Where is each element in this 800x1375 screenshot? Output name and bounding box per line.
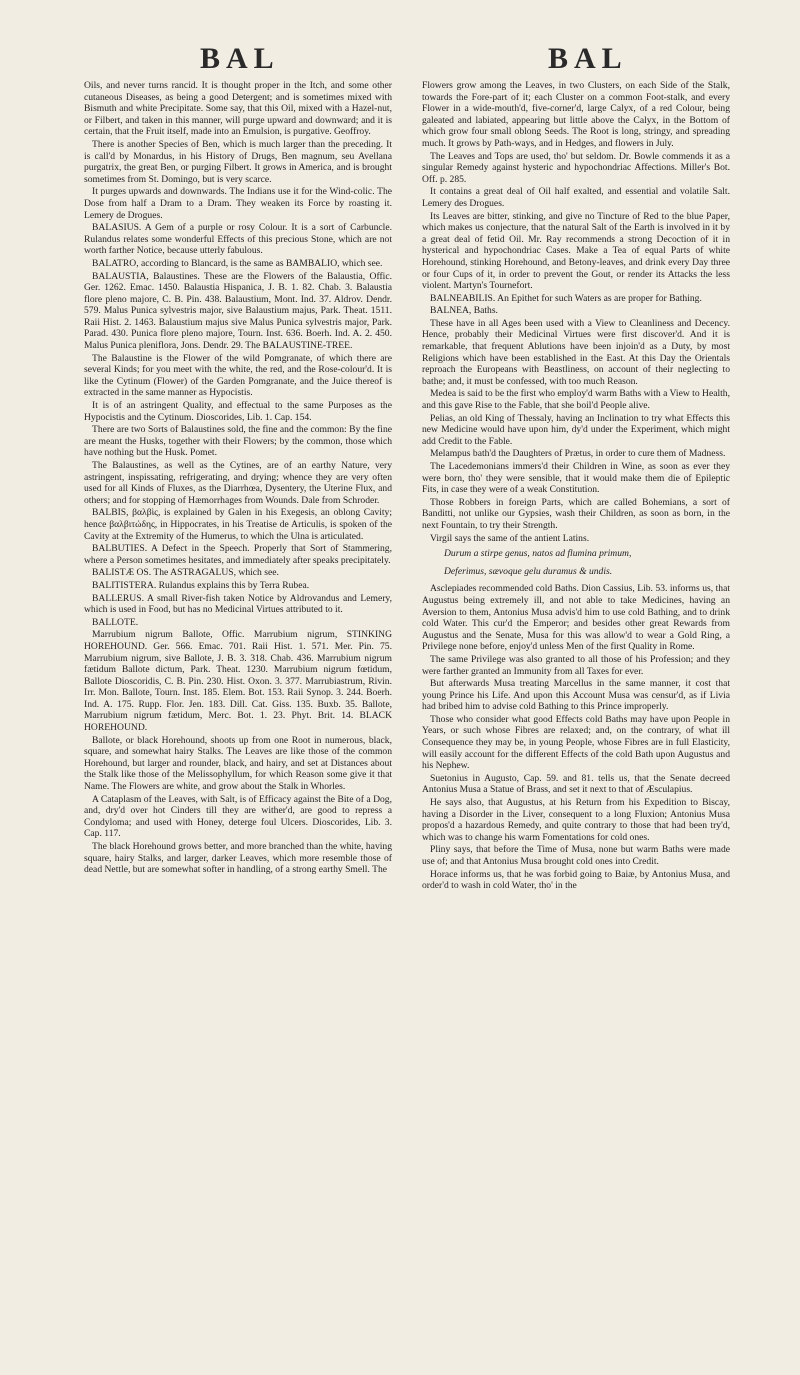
paragraph: Medea is said to be the first who employ'd warm Baths with a View to Health, and this gave Rise to the Fable, that she boil'd People alive. <box>422 388 730 412</box>
paragraph: The Leaves and Tops are used, tho' but seldom. Dr. Bowle commends it as a singular Remedy against hysteric and hypochondriac Affections. Miller's Bot. Off. p. 285. <box>422 150 730 185</box>
paragraph: It contains a great deal of Oil half exalted, and essential and volatile Salt. Lemery des Drogues. <box>422 186 730 209</box>
paragraph: BALBIS, βαλβὶς, is explained by Galen in his Exegesis, an oblong Cavity; hence βαλβιτώδης, in Hippocrates, in his Treatise de Articulis, is spoken of the Cavity at the Extremity of the Humerus, to which the Ulna is articulated. <box>84 507 392 542</box>
paragraph: Those who consider what good Effects cold Baths may have upon People in Years, or such whose Fibres are relaxed; and, on the contrary, of what ill Consequence they may be, in young People, whose Fibres are in full Elasticity, will easily account for the different Effects of the cold Bath upon Augustus and his Nephew. <box>422 713 730 772</box>
paragraph: BALAUSTIA, Balaustines. These are the Flowers of the Balaustia, Offic. Ger. 1262. Emac. 1450. Balaustia Hispanica, J. B. 1. 82. Chab. 3. Balaustia flore pleno majore, C. B. Pin. 438. Balaustium, Mont. Ind. 37. Aldrov. Dendr. 579. Malus Punica sylvestris major, sive Balaustium majus, Park. Theat. 1511. Raii Hist. 2. 1463. Balaustium majus sive Malus Punica sylvestris major, Park. Parad. 430. Punica flore pleno majore, Tourn. Inst. 636. Boerh. Ind. A. 2. 450. Malus Punica pleniflora, Jons. Dendr. 29. The BALAUSTINE-TREE. <box>84 270 392 352</box>
paragraph: Virgil says the same of the antient Latins. <box>430 532 590 544</box>
paragraph: Its Leaves are bitter, stinking, and give no Tincture of Red to the blue Paper, which makes us conjecture, that the natural Salt of the Earth is involved in it by a great deal of fetid Oil. Mr. Ray recommends a strong Decoction of it in hysterical and hypochondriac Cases. Make a Tea of equal Parts of white Horehound, stinking Horehound, and Betony-leaves, and drink every Day three or four Cups of it, in order to prevent the Gout, or render its Attacks the less violent. Martyn's Tournefort. <box>422 210 730 292</box>
paragraph: BALITISTERA. Rulandus explains this by Terra Rubea. <box>92 579 310 591</box>
paragraph: Ballote, or black Horehound, shoots up from one Root in numerous, black, square, and somewhat hairy Stalks. The Leaves are like those of the common Horehound, but larger and rounder, black, and hairy, and set at Distances about the Stalk like those of the Melissophyllum, for which Reason some give it that Name. The Flowers are white, and grow about the Stalk in Whorles. <box>84 734 392 793</box>
paragraph: Horace informs us, that he was forbid going to Baiæ, by Antonius Musa, and order'd to wash in cold Water, tho' in the <box>422 868 730 892</box>
running-head-right: BAL <box>548 42 628 75</box>
paragraph: A Cataplasm of the Leaves, with Salt, is of Efficacy against the Bite of a Dog, and, dry'd over hot Cinders till they are wither'd, are good to repress a Condyloma; and used with Honey, deterge foul Ulcers. Dioscorides, Lib. 3. Cap. 117. <box>84 793 392 840</box>
paragraph: The black Horehound grows better, and more branched than the white, having square, hairy Stalks, and larger, darker Leaves, which more resemble those of dead Nettle, but are somewhat softer in handling, of a strong earthy Smell. The <box>84 841 392 876</box>
paragraph: Melampus bath'd the Daughters of Prætus, in order to cure them of Madness. <box>430 448 726 460</box>
left-column <box>84 80 392 1370</box>
paragraph: Those Robbers in foreign Parts, which are called Bohemians, a sort of Banditti, not unlike our Gypsies, wash their Children, as soon as born, in the next Fountain, to try their Strength. <box>422 496 730 531</box>
verse-line: Durum a stirpe genus, natos ad flumina primum, <box>444 548 632 560</box>
paragraph: Pelias, an old King of Thessaly, having an Inclination to try what Effects this new Medicine would have upon him, dy'd under the Experiment, which might add Credit to the Fable. <box>422 412 730 447</box>
paragraph: Flowers grow among the Leaves, in two Clusters, on each Side of the Stalk, towards the Fore-part of it; each Cluster on a common Foot-stalk, and every Flower in a wide-mouth'd, five-corner'd, large Calyx, of a red Colour, being galeated and labiated, appearing but little above the Calyx, in the Bottom of which grow four small oblong Seeds. The Root is long, stringy, and spreading much. It grows by Path-ways, and in Hedges, and flowers in July. <box>422 80 730 149</box>
paragraph: BALNEA, Baths. <box>430 305 498 317</box>
paragraph: It purges upwards and downwards. The Indians use it for the Wind-colic. The Dose from half a Dram to a Dram. They weaken its Force by roasting it. Lemery de Drogues. <box>84 186 392 221</box>
paragraph: BALATRO, according to Blancard, is the same as BAMBALIO, which see. <box>92 257 383 269</box>
paragraph: The Balaustine is the Flower of the wild Pomgranate, of which there are several Kinds; for you meet with the white, the red, and the Rose-colour'd. It is like the Cytinum (Flower) of the Garden Pomgranate, and the Juice thereof is extracted in the same manner as Hypocistis. <box>84 352 392 399</box>
paragraph: BALBUTIES. A Defect in the Speech. Properly that Sort of Stammering, where a Person sometimes hesitates, and immediately after speaks precipitately. <box>84 543 392 566</box>
paragraph: Oils, and never turns rancid. It is thought proper in the Itch, and some other cutaneous Diseases, as being a good Detergent; and is sometimes mixed with Bismuth and white Precipitate. Some say, that this Oil, mixed with a Hazel-nut, or Filbert, and taken in this manner, will purge upward and downward; and it is certain, that the Fruit itself, made into an Emulsion, is purgative. Geoffroy. <box>84 80 392 138</box>
paragraph: Suetonius in Augusto, Cap. 59. and 81. tells us, that the Senate decreed Antonius Musa a Statue of Brass, and set it next to that of Æsculapius. <box>422 772 730 796</box>
verse-line: Deferimus, sævoque gelu duramus & undis. <box>444 565 613 577</box>
paragraph: BALLERUS. A small River-fish taken Notice by Aldrovandus and Lemery, which is used in Food, but has no Medicinal Virtues attributed to it. <box>84 592 392 616</box>
paragraph: These have in all Ages been used with a View to Cleanliness and Decency. Hence, probably their Medicinal Virtues were first discover'd. And it is remarkable, that frequent Ablutions have been injoin'd as a Duty, by most Religions which have been established in the East. At this Day the Orientals reproach the Europeans with Beastliness, on account of their neglecting to bathe; and, it must be confessed, with too much Reason. <box>422 317 730 387</box>
paragraph: There is another Species of Ben, which is much larger than the preceding. It is call'd by Monardus, in his History of Drugs, Ben magnum, seu Avellana purgatrix, the great Ben, or purging Filbert. It grows in America, and is brought sometimes from St. Domingo, but is very scarce. <box>84 138 392 185</box>
paragraph: But afterwards Musa treating Marcellus in the same manner, it cost that young Prince his Life. And upon this Account Musa was censur'd, as if Livia had bribed him to advise cold Bathing to this Prince improperly. <box>422 678 730 713</box>
paragraph: The same Privilege was also granted to all those of his Profession; and they were farther granted an Immunity from all Taxes for ever. <box>422 653 730 677</box>
paragraph: Pliny says, that before the Time of Musa, none but warm Baths were made use of; and that Antonius Musa brought cold ones into Credit. <box>422 844 730 867</box>
running-head-left: BAL <box>200 42 280 75</box>
paragraph: BALASIUS. A Gem of a purple or rosy Colour. It is a sort of Carbuncle. Rulandus relates some wonderful Effects of this precious Stone, which are not worth farther Notice, because utterly fabulous. <box>84 222 392 257</box>
right-column <box>422 80 730 1370</box>
paragraph: It is of an astringent Quality, and effectual to the same Purposes as the Hypocistis and the Cytinum. Dioscorides, Lib. 1. Cap. 154. <box>84 400 392 423</box>
paragraph: He says also, that Augustus, at his Return from his Expedition to Biscay, having a Disorder in the Liver, consequent to a long Fluxion; Antonius Musa propos'd a hazardous Remedy, and quite contrary to those that had been try'd, which was to change his warm Fomentations for cold ones. <box>422 797 730 843</box>
paragraph: Marrubium nigrum Ballote, Offic. Marrubium nigrum, STINKING HOREHOUND. Ger. 566. Emac. 701. Raii Hist. 1. 571. Mer. Pin. 75. Marrubium nigrum, sive Ballote, J. B. 3. 318. Chab. 436. Marrubium nigrum fætidum Ballote dictum, Park. Theat. 1230. Marrubium nigrum fœtidum, Ballote Dioscoridis, C. B. Pin. 230. Hist. Oxon. 3. 377. Marrubiastrum, Rivin. Irr. Mon. Ballote, Tourn. Inst. 185. Elem. Bot. 153. Raii Synop. 3. 244. Boerh. Ind. A. 175. Rupp. Flor. Jen. 183. Dill. Cat. Giss. 135. Buxb. 35. Ballote, Marrubium nigrum fætidum, Merc. Bot. 1. 23. Phyt. Brit. 14. BLACK HOREHOUND. <box>84 629 392 734</box>
paragraph: The Balaustines, as well as the Cytines, are of an earthy Nature, very astringent, inspissating, refrigerating, and drying; whence they are very often used for all Kinds of Fluxes, as the Diarrhœa, Dysentery, the Uterine Flux, and others; and for stopping of Hæmorrhages from Wounds. Dale from Schroder. <box>84 460 392 506</box>
paragraph: Asclepiades recommended cold Baths. Dion Cassius, Lib. 53. informs us, that Augustus being extremely ill, and not able to take Medicines, having an Aversion to them, Antonius Musa advis'd him to use cold Bathing, and to drink cold Water. This cur'd the Emperor; and besides other great Rewards from Augustus and the Senate, Musa for this was allow'd to wear a Gold Ring, a Privilege none before, enjoy'd unless Men of the first Quality in Rome. <box>422 583 730 653</box>
paragraph: There are two Sorts of Balaustines sold, the fine and the common: By the fine are meant the Husks, together with their Flowers; by the common, those which have nothing but the Husk. Pomet. <box>84 424 392 459</box>
paragraph: BALISTÆ OS. The ASTRAGALUS, which see. <box>92 567 279 579</box>
paragraph: BALLOTE. <box>92 616 139 628</box>
paragraph: The Lacedemonians immers'd their Children in Wine, as soon as ever they were born, tho' they were sensible, that it would make them die of Epileptic Fits, in case they were of a weak Constitution. <box>422 461 730 496</box>
paragraph: BALNEABILIS. An Epithet for such Waters as are proper for Bathing. <box>430 292 702 304</box>
